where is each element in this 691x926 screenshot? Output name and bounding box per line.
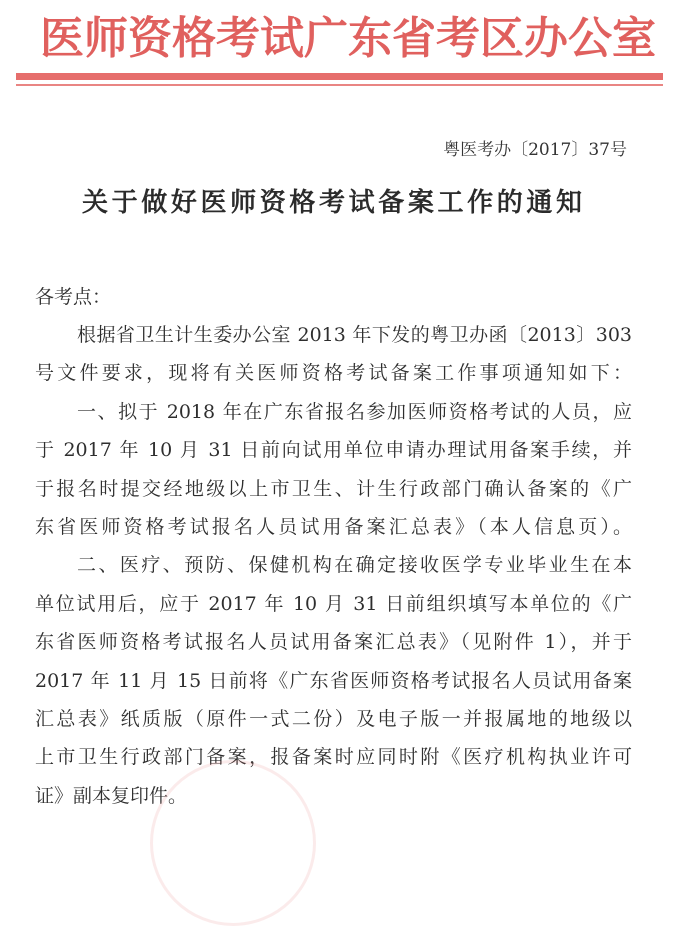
letterhead-thin-rule [16, 84, 663, 86]
body-text-line: 东省医师资格考试报名人员试用备案汇总表》（本人信息页）。 [35, 516, 632, 538]
body-text-line: 于 2017 年 10 月 31 日前向试用单位申请办理试用备案手续，并 [35, 439, 632, 462]
document-title: 关于做好医师资格考试备案工作的通知 [82, 188, 582, 218]
body-text-line: 单位试用后，应于 2017 年 10 月 31 日前组织填写本单位的《广 [35, 592, 632, 615]
letterhead-org-name: 医师资格考试广东省考区办公室 [40, 13, 656, 64]
body-text-line: 证》副本复印件。 [35, 784, 188, 807]
body-text-line: 2017 年 11 月 15 日前将《广东省医师资格考试报名人员试用备案 [35, 669, 632, 692]
body-text-line: 东省医师资格考试报名人员试用备案汇总表》（见附件 1），并于 [35, 631, 632, 654]
official-seal [150, 760, 316, 926]
body-text-line: 一、拟于 2018 年在广东省报名参加医师资格考试的人员，应 [77, 400, 632, 423]
document-number: 粤医考办〔2017〕37号 [443, 140, 627, 160]
body-text-line: 上市卫生行政部门备案，报备案时应同时附《医疗机构执业许可 [35, 746, 632, 769]
body-text-line: 号文件要求，现将有关医师资格考试备案工作事项通知如下： [35, 362, 632, 385]
letterhead-thick-rule [16, 73, 663, 80]
body-text-line: 于报名时提交经地级以上市卫生、计生行政部门确认备案的《广 [35, 477, 632, 500]
body-text-line: 二、医疗、预防、保健机构在确定接收医学专业毕业生在本 [77, 554, 632, 577]
salutation: 各考点： [35, 286, 112, 308]
body-text-line: 根据省卫生计生委办公室 2013 年下发的粤卫办函〔2013〕303 [77, 324, 632, 346]
body-text-line: 汇总表》纸质版（原件一式二份）及电子版一并报属地的地级以 [35, 708, 632, 730]
